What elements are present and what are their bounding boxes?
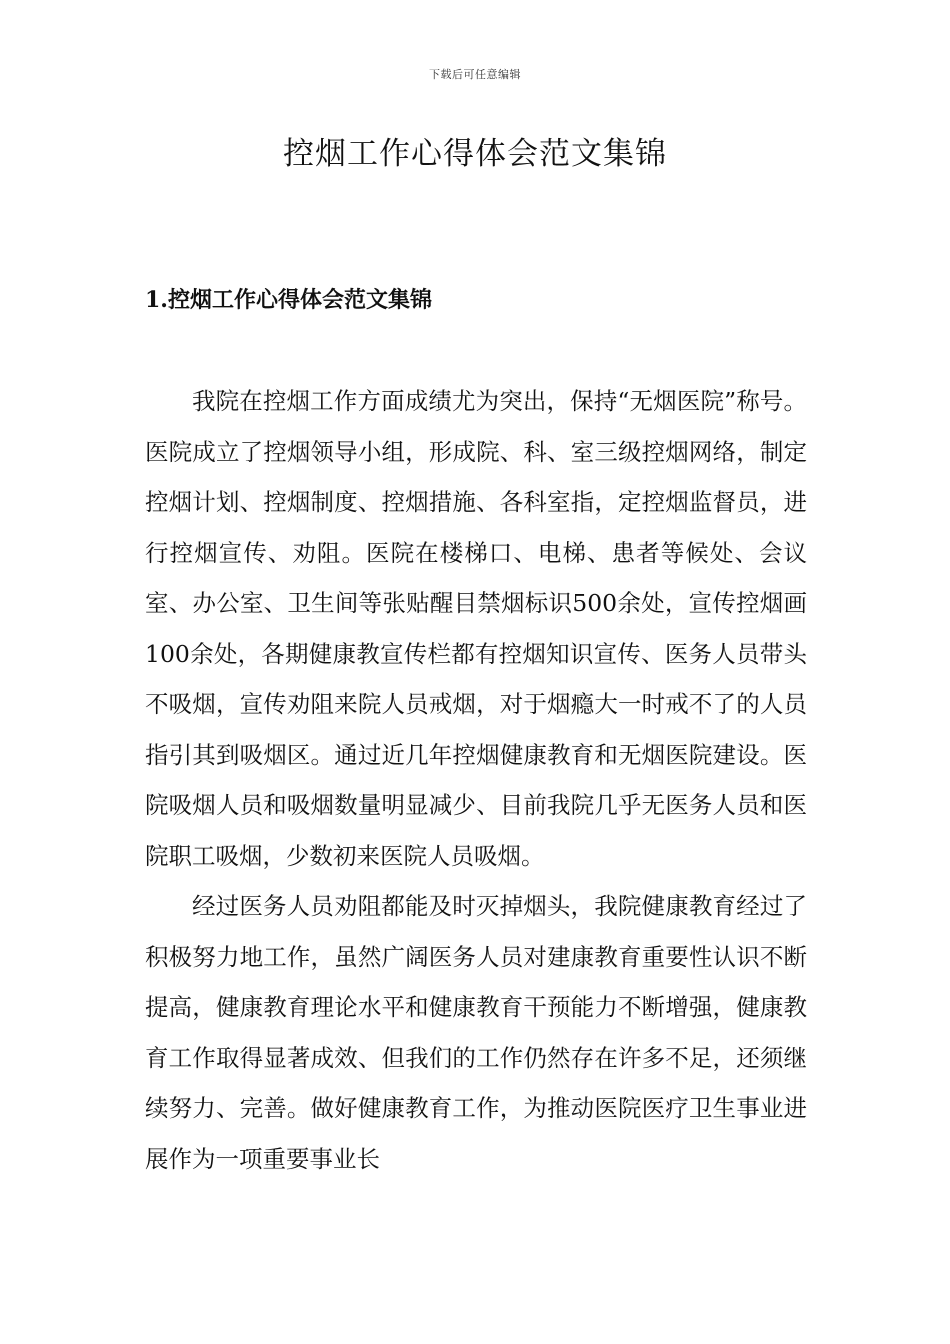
section-heading: 1.控烟工作心得体会范文集锦 [145, 287, 432, 313]
body-paragraph-1: 我院在控烟工作方面成绩尤为突出，保持“无烟医院”称号。医院成立了控烟领导小组，形成院、科、室三级控烟网络，制定控烟计划、控烟制度、控烟措施、各科室指，定控烟监督员，进行控烟宣传、劝阻。医院在楼梯口、电梯、患者等候处、会议室、办公室、卫生间等张贴醒目禁烟标识500余处，宣传控烟画100余处，各期健康教宣传栏都有控烟知识宣传、医务人员带头不吸烟，宣传劝阻来院人员戒烟，对于烟瘾大一时戒不了的人员指引其到吸烟区。通过近几年控烟健康教育和无烟医院建设。医院吸烟人员和吸烟数量明显减少、目前我院几乎无医务人员和医院职工吸烟，少数初来医院人员吸烟。 [145, 387, 807, 870]
document-body [145, 376, 807, 1184]
header-note: 下载后可任意编辑 [429, 68, 521, 81]
document-title: 控烟工作心得体会范文集锦 [283, 136, 667, 172]
body-paragraph-2: 经过医务人员劝阻都能及时灭掉烟头，我院健康教育经过了积极努力地工作，虽然广阔医务人员对建康教育重要性认识不断提高，健康教育理论水平和健康教育干预能力不断增强，健康教育工作取得显著成效、但我们的工作仍然存在许多不足，还须继续努力、完善。做好健康教育工作，为推动医院医疗卫生事业进展作为一项重要事业长 [145, 892, 807, 1173]
